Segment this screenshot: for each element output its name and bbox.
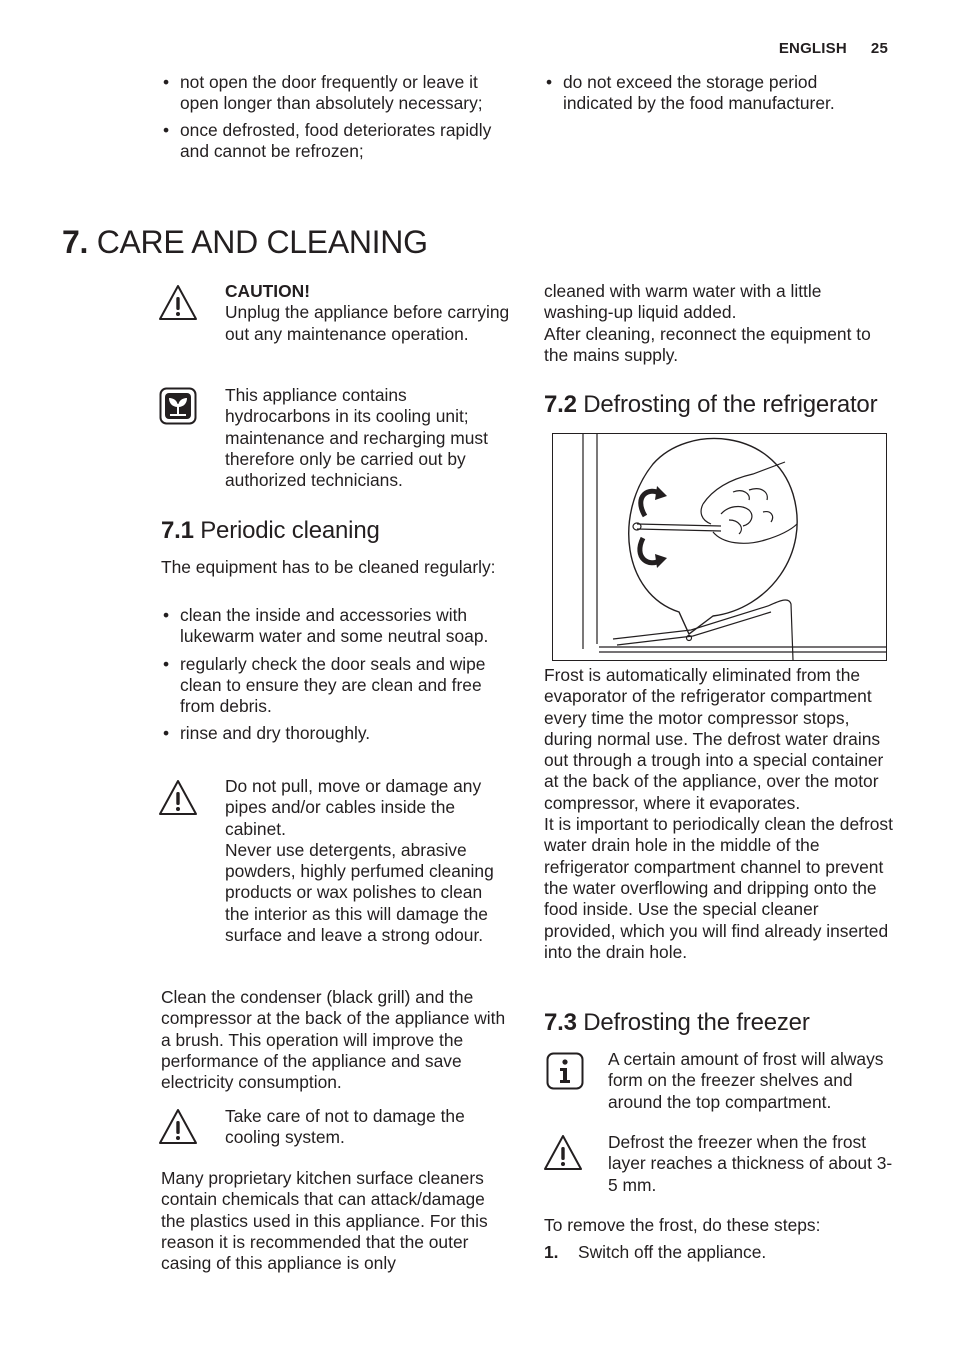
warning-icon	[158, 1107, 198, 1147]
section-7-1-heading	[161, 516, 380, 546]
s73-steps	[544, 1242, 894, 1263]
section-number: 7.3	[544, 1009, 577, 1036]
section-7-2-heading	[544, 390, 877, 420]
s71-condenser: Clean the condenser (black grill) and the compressor at the back of the appliance with a brush. This operation will improve the performance of the appliance and save electricity consumption.	[161, 987, 506, 1093]
warning-text: Do not pull, move or damage any pipes and/or cables inside the cabinet.	[225, 776, 482, 839]
caution-text: Unplug the appliance before carrying out any maintenance operation.	[225, 302, 510, 344]
list-item: • rinse and dry thoroughly.	[161, 723, 513, 744]
warning-icon	[158, 778, 198, 818]
section-title: Defrosting of the refrigerator	[583, 391, 878, 418]
step-text: Switch off the appliance.	[578, 1242, 767, 1262]
s71-warning-2: Take care of not to damage the cooling system.	[225, 1106, 465, 1148]
s71-bullets	[161, 605, 513, 745]
s71-cleaners: Many proprietary kitchen surface cleaners contain chemicals that can attack/damage the plastics used in this appliance. For this reason it is recommended that the outer casing of this appliance is only	[161, 1168, 488, 1274]
list-item: • regularly check the door seals and wipe clean to ensure they are clean and free from debris.	[161, 654, 513, 718]
section-title: Periodic cleaning	[200, 517, 380, 544]
top-bullets-right	[544, 72, 889, 115]
caution-note	[225, 281, 513, 345]
section-title: Defrosting the freezer	[583, 1009, 810, 1036]
drain-hole-cleaning-illustration	[552, 433, 887, 661]
s71-intro: The equipment has to be cleaned regularly:	[161, 557, 496, 577]
s71-cleaners-continued: cleaned with warm water with a little washing-up liquid added.	[544, 281, 822, 323]
page-header	[779, 38, 888, 59]
drain-cleaning-drawing	[553, 434, 886, 660]
warning-icon	[158, 283, 198, 323]
s73-steps-intro: To remove the frost, do these steps:	[544, 1215, 821, 1235]
list-item: • clean the inside and accessories with lukewarm water and some neutral soap.	[161, 605, 513, 648]
eco-icon	[159, 387, 197, 425]
s71-warning-1	[225, 776, 510, 946]
top-bullets-left	[161, 72, 506, 162]
chapter-title	[62, 222, 428, 262]
list-item: • do not exceed the storage period indicated by the food manufacturer.	[544, 72, 889, 115]
s72-body	[544, 665, 894, 963]
warning-icon	[543, 1133, 583, 1173]
s71-continued	[544, 281, 889, 366]
info-icon	[546, 1052, 584, 1090]
step-item	[544, 1242, 894, 1263]
s73-info-note: A certain amount of frost will always form on the freezer shelves and around the top compartment.	[608, 1049, 884, 1112]
warning-text: Never use detergents, abrasive powders, highly perfumed cleaning products or wax polishes to clean the interior as this will damage the surface and leave a strong odour.	[225, 839, 494, 946]
chapter-number: 7.	[62, 224, 89, 260]
section-number: 7.2	[544, 391, 577, 418]
list-item: • not open the door frequently or leave it open longer than absolutely necessary;	[161, 72, 506, 115]
s72-paragraph-1: Frost is automatically eliminated from the evaporator of the refrigerator compartment every time the motor compressor stops, during normal use. The defrost water drains out through a trough into a special container at the back of the appliance, over the motor compressor, where it evaporates.	[544, 665, 884, 813]
eco-note: This appliance contains hydrocarbons in its cooling unit; maintenance and recharging must therefore only be carried out by authorized technicians.	[225, 385, 488, 491]
s71-reconnect: After cleaning, reconnect the equipment to the mains supply.	[544, 323, 871, 365]
chapter-name: CARE AND CLEANING	[96, 224, 428, 260]
page-number: 25	[870, 40, 888, 57]
list-item: • once defrosted, food deteriorates rapidly and cannot be refrozen;	[161, 120, 506, 163]
section-7-3-heading	[544, 1008, 810, 1038]
caution-title: CAUTION!	[225, 281, 311, 301]
header-language: ENGLISH	[778, 40, 847, 57]
s73-warning: Defrost the freezer when the frost layer reaches a thickness of about 3-5 mm.	[608, 1132, 893, 1195]
section-number: 7.1	[161, 517, 194, 544]
s72-paragraph-2: It is important to periodically clean the defrost water drain hole in the middle of the refrigerator compartment channel to prevent the water overflowing and dripping onto the food inside. Use the special cleaner provided, which you will find already inserted into the drain hole.	[544, 814, 893, 962]
step-number: 1.	[544, 1242, 559, 1262]
